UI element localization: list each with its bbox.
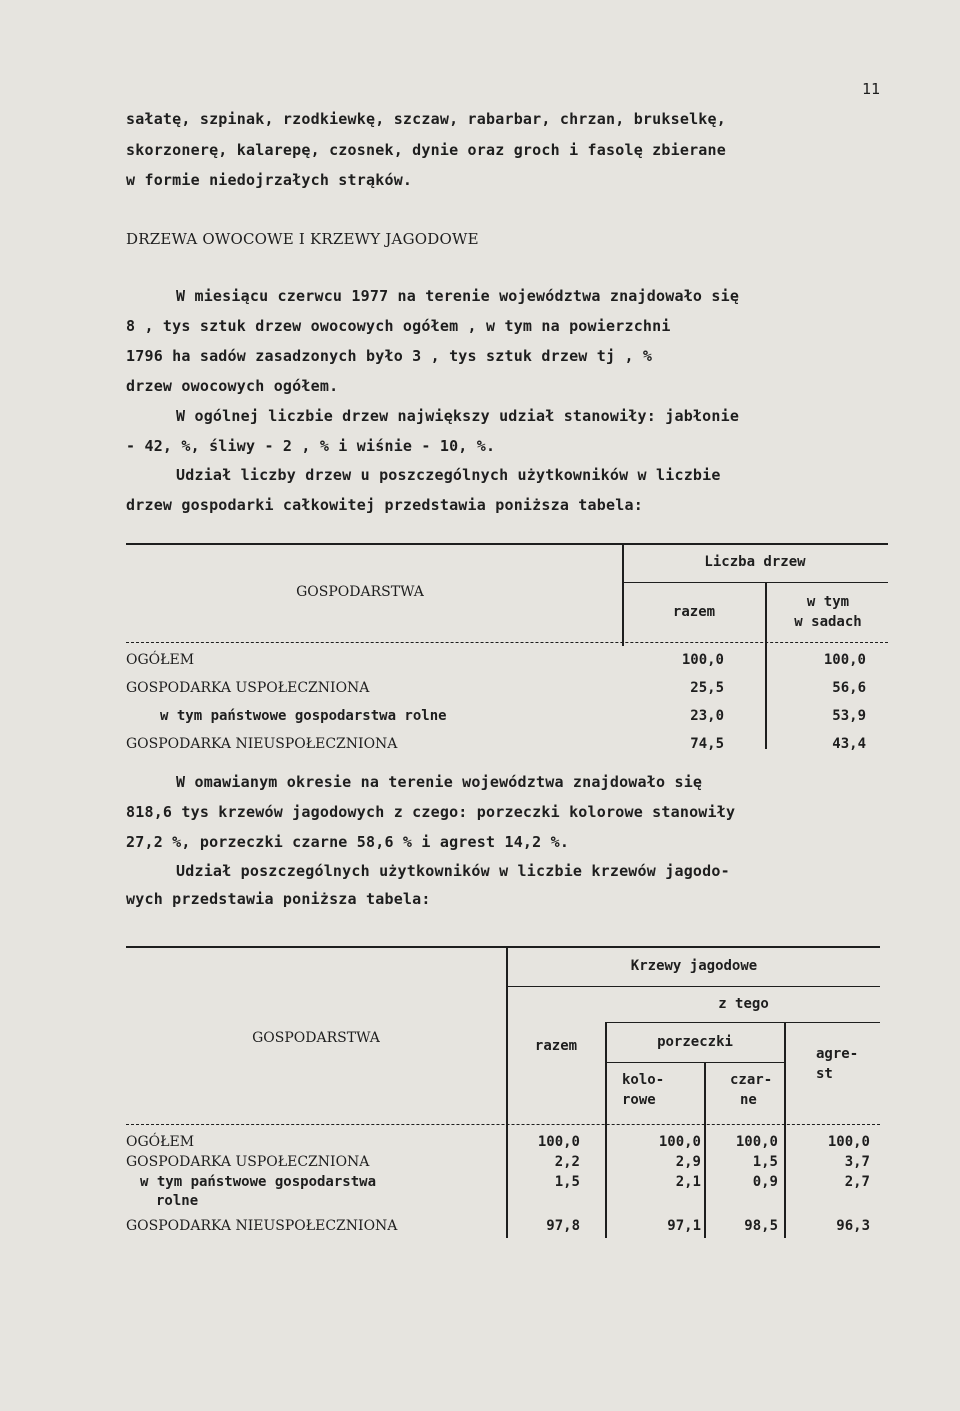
- table2-col-header: GOSPODARSTWA: [252, 1030, 380, 1046]
- table2-vline-czarne: [704, 1062, 706, 1238]
- table2-czarne-header-1: czar-: [730, 1072, 773, 1088]
- table2-row-razem: 2,2: [554, 1154, 580, 1170]
- table1-sady-header: w sadach: [794, 614, 862, 630]
- para2-line-5: W ogólnej liczbie drzew największy udział stanowiły: jabłonie: [176, 407, 740, 425]
- table2-vline-kolorowe: [605, 1022, 607, 1238]
- table1-group-rule: [622, 582, 888, 583]
- para1-line-3: w formie niedojrzałych strąków.: [126, 171, 413, 189]
- table1-group-header: Liczba drzew: [704, 554, 806, 570]
- para2-line-8: drzew gospodarki całkowitej przedstawia poniższa tabela:: [126, 496, 643, 514]
- table1-vline-2: [765, 583, 767, 749]
- table2-row-label-cont: rolne: [156, 1193, 199, 1209]
- table2-group-header: Krzewy jagodowe: [630, 958, 758, 974]
- table1-row-label: GOSPODARKA NIEUSPOŁECZNIONA: [126, 736, 398, 752]
- table2-row-razem: 100,0: [537, 1134, 580, 1150]
- table2-kolorowe-header-2: rowe: [622, 1092, 656, 1108]
- table1-row-razem: 100,0: [681, 652, 724, 668]
- para2-line-4: drzew owocowych ogółem.: [126, 377, 339, 395]
- table2-row-label: w tym państwowe gospodarstwa: [140, 1174, 377, 1190]
- table2-group-rule: [506, 986, 880, 987]
- table2-porzeczki-rule: [605, 1062, 785, 1063]
- table2-row-kolorowe: 2,1: [675, 1174, 701, 1190]
- table2-header-rule: [126, 1124, 880, 1125]
- table2-vline-agrest: [784, 1022, 786, 1238]
- table1-row-sady: 43,4: [832, 736, 866, 752]
- table2-row-czarne: 0,9: [752, 1174, 778, 1190]
- para3-line-1: W omawianym okresie na terenie województwa znajdowało się: [176, 773, 703, 791]
- table1-header-rule: [126, 642, 888, 643]
- para2-line-2: 8 , tys sztuk drzew owocowych ogółem , w tym na powierzchni: [126, 317, 671, 335]
- table1-row-sady: 100,0: [823, 652, 866, 668]
- table2-row-razem: 1,5: [554, 1174, 580, 1190]
- table2-row-kolorowe: 2,9: [675, 1154, 701, 1170]
- table2-row-label: OGÓŁEM: [126, 1134, 195, 1150]
- table1-top-rule: [126, 543, 888, 545]
- table2-czarne-header-2: ne: [740, 1092, 757, 1108]
- table2-row-agrest: 100,0: [827, 1134, 870, 1150]
- para3-line-4: Udział poszczególnych użytkowników w liczbie krzewów jagodo-: [176, 862, 730, 880]
- table1-row-razem: 74,5: [690, 736, 724, 752]
- table2-row-label: GOSPODARKA NIEUSPOŁECZNIONA: [126, 1218, 398, 1234]
- table2-row-agrest: 2,7: [844, 1174, 870, 1190]
- table1-row-sady: 56,6: [832, 680, 866, 696]
- table2-row-agrest: 96,3: [836, 1218, 870, 1234]
- para2-line-7: Udział liczby drzew u poszczególnych użytkowników w liczbie: [176, 466, 721, 484]
- table2-top-rule: [126, 946, 880, 948]
- para1-line-1: sałatę, szpinak, rzodkiewkę, szczaw, rabarbar, chrzan, brukselkę,: [126, 110, 726, 128]
- table2-porzeczki-header: porzeczki: [657, 1034, 733, 1050]
- table2-row-kolorowe: 97,1: [667, 1218, 701, 1234]
- table2-row-czarne: 1,5: [752, 1154, 778, 1170]
- table2-agrest-header-1: agre-: [816, 1046, 859, 1062]
- table2-kolorowe-header-1: kolo-: [622, 1072, 665, 1088]
- table2-row-czarne: 98,5: [744, 1218, 778, 1234]
- table1-razem-header: razem: [672, 604, 716, 620]
- table1-row-label: GOSPODARKA USPOŁECZNIONA: [126, 680, 370, 696]
- table2-row-kolorowe: 100,0: [658, 1134, 701, 1150]
- table1-row-label: OGÓŁEM: [126, 652, 195, 668]
- para3-line-2: 818,6 tys krzewów jagodowych z czego: porzeczki kolorowe stanowiły: [126, 803, 736, 821]
- table2-razem-header: razem: [534, 1038, 578, 1054]
- table2-vline-razem: [506, 946, 508, 1238]
- table2-subgroup-header: z tego: [718, 996, 769, 1012]
- table2-row-agrest: 3,7: [844, 1154, 870, 1170]
- table1-row-label: w tym państwowe gospodarstwa rolne: [160, 708, 447, 724]
- para2-line-1: W miesiącu czerwcu 1977 na terenie województwa znajdowało się: [176, 287, 740, 305]
- table1-row-sady: 53,9: [832, 708, 866, 724]
- para1-line-2: skorzonerę, kalarepę, czosnek, dynie oraz groch i fasolę zbierane: [126, 141, 726, 159]
- table2-subgroup-rule: [605, 1022, 880, 1023]
- table2-row-czarne: 100,0: [735, 1134, 778, 1150]
- table1-row-razem: 25,5: [690, 680, 724, 696]
- table1-row-razem: 23,0: [690, 708, 724, 724]
- table2-row-label: GOSPODARKA USPOŁECZNIONA: [126, 1154, 370, 1170]
- section-heading: DRZEWA OWOCOWE I KRZEWY JAGODOWE: [126, 230, 479, 248]
- page-number: 11: [862, 80, 881, 98]
- para2-line-6: - 42, %, śliwy - 2 , % i wiśnie - 10, %.: [126, 437, 496, 455]
- para2-line-3: 1796 ha sadów zasadzonych było 3 , tys sztuk drzew tj , %: [126, 347, 653, 365]
- table1-wtym-header: w tym: [806, 594, 850, 610]
- para3-line-5: wych przedstawia poniższa tabela:: [126, 890, 431, 908]
- table1-col-header: GOSPODARSTWA: [296, 584, 424, 600]
- para3-line-3: 27,2 %, porzeczki czarne 58,6 % i agrest 14,2 %.: [126, 833, 570, 851]
- table2-agrest-header-2: st: [816, 1066, 833, 1082]
- table2-row-razem: 97,8: [546, 1218, 580, 1234]
